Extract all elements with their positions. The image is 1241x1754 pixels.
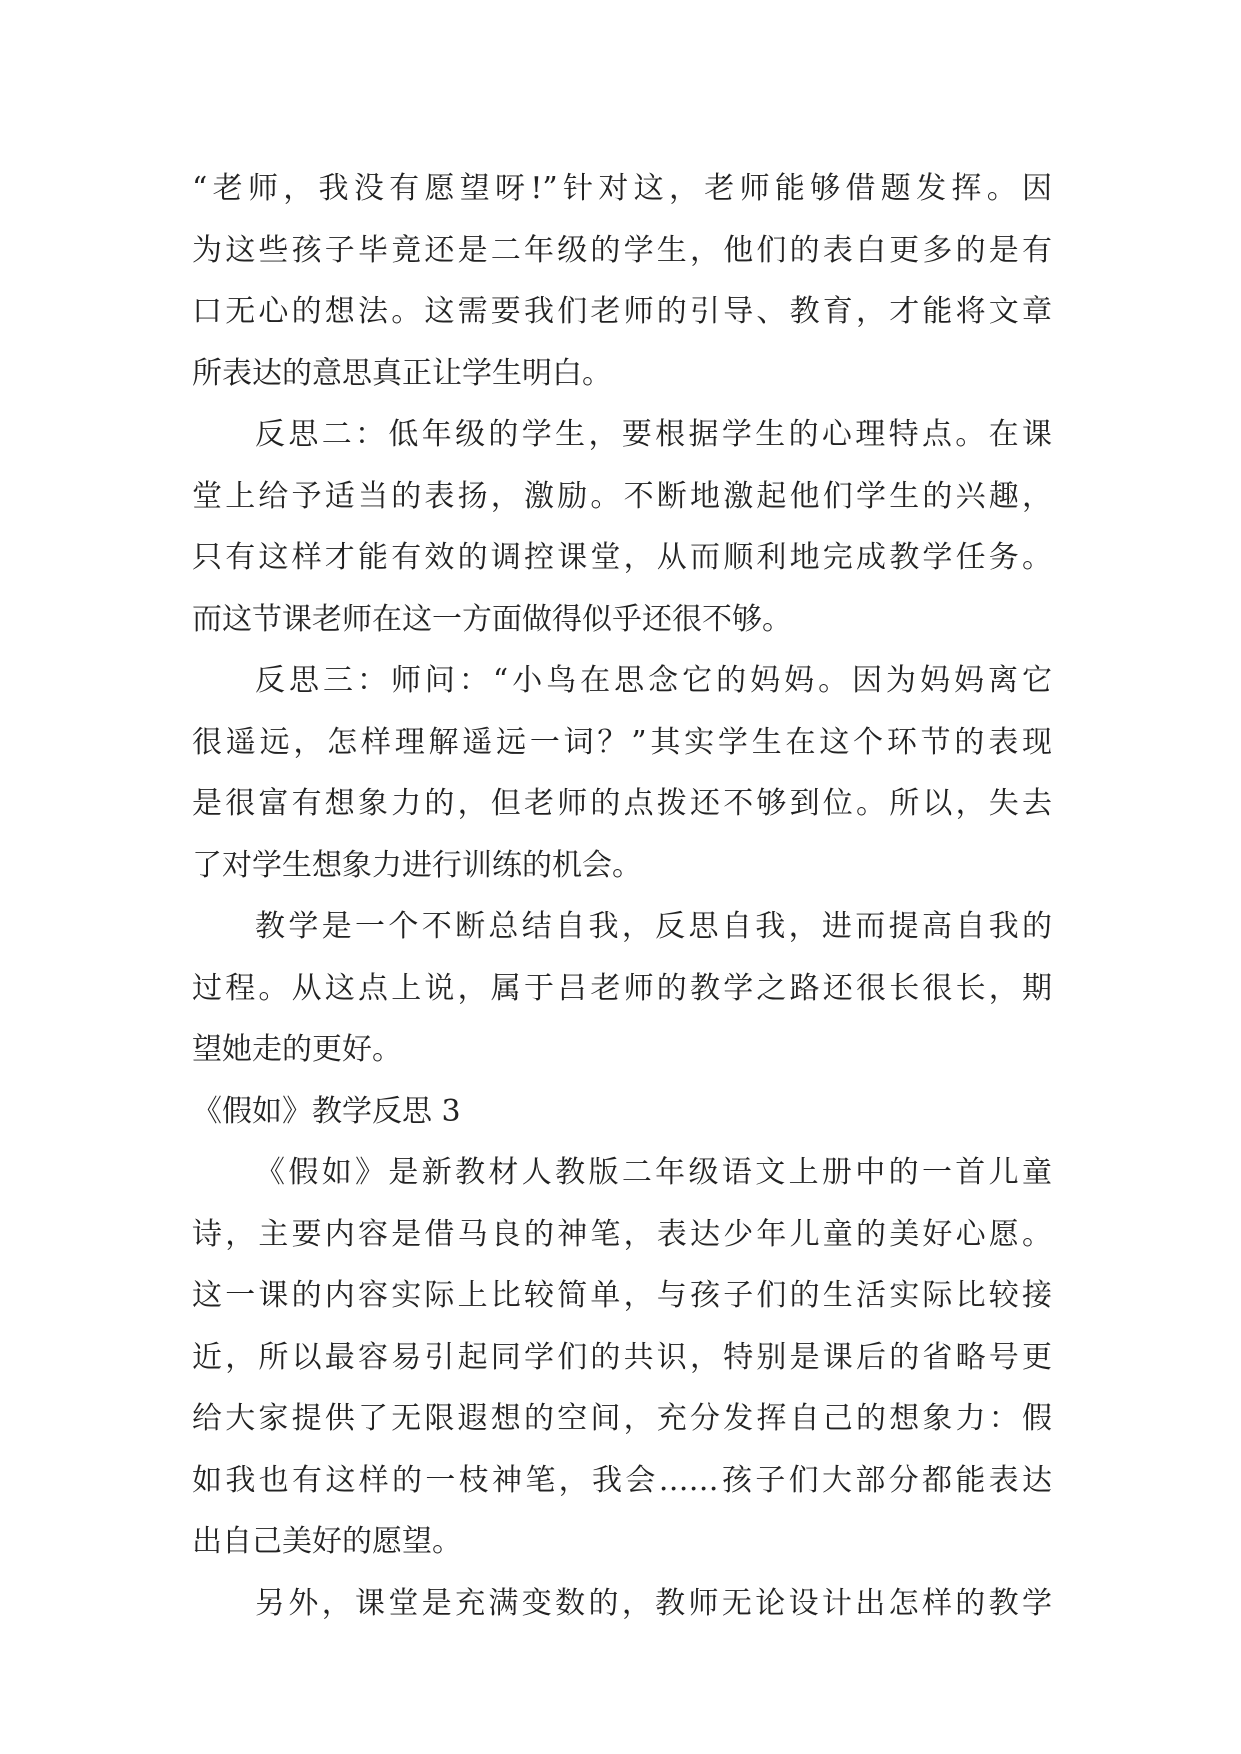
text-line: 反思三：师问：“小鸟在思念它的妈妈。因为妈妈离它 bbox=[255, 663, 1052, 698]
text-line: 反思二：低年级的学生，要根据学生的心理特点。在课 bbox=[255, 417, 1052, 452]
text-line: 这一课的内容实际上比较简单，与孩子们的生活实际比较接 bbox=[192, 1278, 1052, 1313]
text-line: 给大家提供了无限遐想的空间，充分发挥自己的想象力：假 bbox=[192, 1401, 1052, 1436]
text-line: 为这些孩子毕竟还是二年级的学生，他们的表白更多的是有 bbox=[192, 232, 1052, 268]
text-line: 很遥远，怎样理解遥远一词？”其实学生在这个环节的表现 bbox=[192, 724, 1052, 760]
text-line: “老师，我没有愿望呀!”针对这，老师能够借题发挥。因 bbox=[192, 171, 1052, 206]
text-line: 是很富有想象力的，但老师的点拨还不够到位。所以，失去 bbox=[192, 786, 1052, 821]
text-line: 如我也有这样的一枝神笔，我会……孩子们大部分都能表达 bbox=[192, 1462, 1052, 1498]
document-body bbox=[192, 158, 1052, 1634]
text-line: 了对学生想象力进行训练的机会。 bbox=[192, 847, 642, 883]
text-line: 诗，主要内容是借马良的神笔，表达少年儿童的美好心愿。 bbox=[192, 1216, 1052, 1252]
text-line: 所表达的意思真正让学生明白。 bbox=[192, 355, 612, 391]
text-line: 只有这样才能有效的调控课堂，从而顺利地完成教学任务。 bbox=[192, 540, 1052, 575]
text-line: 教学是一个不断总结自我，反思自我，进而提高自我的 bbox=[255, 909, 1052, 944]
text-line: 口无心的想法。这需要我们老师的引导、教育，才能将文章 bbox=[192, 294, 1052, 329]
text-line: 《假如》是新教材人教版二年级语文上册中的一首儿童 bbox=[255, 1155, 1052, 1190]
text-line: 过程。从这点上说，属于吕老师的教学之路还很长很长，期 bbox=[192, 970, 1052, 1006]
text-line: 出自己美好的愿望。 bbox=[192, 1524, 462, 1559]
section-heading: 《假如》教学反思 3 bbox=[192, 1093, 461, 1129]
text-line: 而这节课老师在这一方面做得似乎还很不够。 bbox=[192, 601, 792, 637]
text-line: 另外，课堂是充满变数的，教师无论设计出怎样的教学 bbox=[255, 1585, 1052, 1621]
text-line: 近，所以最容易引起同学们的共识，特别是课后的省略号更 bbox=[192, 1339, 1052, 1375]
text-line: 望她走的更好。 bbox=[192, 1032, 402, 1067]
text-line: 堂上给予适当的表扬，激励。不断地激起他们学生的兴趣， bbox=[192, 478, 1052, 514]
